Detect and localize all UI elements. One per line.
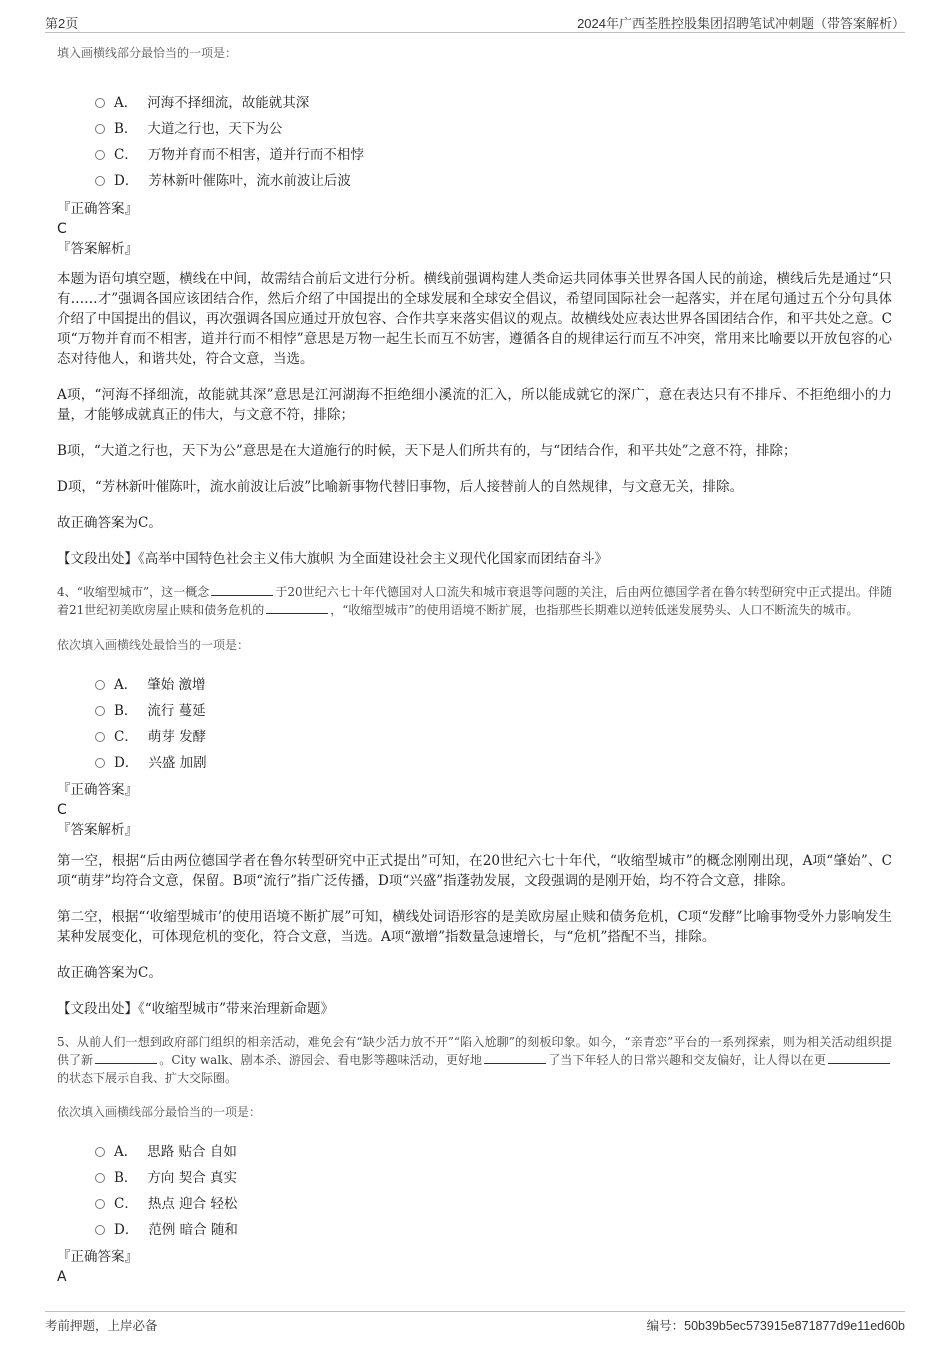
q5-option-c[interactable]: C． 热点 迎合 轻松 [95,1191,892,1217]
q4-option-a[interactable]: A． 肇始 激增 [95,672,892,698]
radio-button-icon[interactable] [95,1147,105,1157]
q4-analysis-p2: 第二空，根据“‘收缩型城市’的使用语境不断扩展”可知，横线处词语形容的是美欧房屋止赎和债务危机，C项“发酵”比喻事物受外力影响发生某种发展变化，可体现危机的变化，符合文意，当选。A项“激增”指数量急速增长，与“危机”搭配不当，排除。 [57,909,892,945]
q3-option-b[interactable]: B． 大道之行也，天下为公 [95,116,892,142]
radio-button-icon[interactable] [95,98,105,108]
q4-analysis-p1: 第一空，根据“后由两位德国学者在鲁尔转型研究中正式提出”可知，在20世纪六七十年代，“收缩型城市”的概念刚刚出现，A项“肇始”、C项“萌芽”均符合文意，保留。B项“流行”指广泛传播，D项“兴盛”指蓬勃发展，文段强调的是刚开始，均不符合文意，排除。 [57,853,892,889]
fill-blank[interactable] [211,584,273,596]
radio-button-icon[interactable] [95,1199,105,1209]
q3-prompt: 填入画横线部分最恰当的一项是： [57,46,238,60]
radio-button-icon[interactable] [95,176,105,186]
q4-analysis-p3: 故正确答案为C。 [57,965,162,981]
fill-blank[interactable] [266,602,328,614]
q3-option-c[interactable]: C． 万物并育而不相害，道并行而不相悖 [95,142,892,168]
radio-button-icon[interactable] [95,1225,105,1235]
radio-button-icon[interactable] [95,124,105,134]
main-content [57,44,892,1287]
q5-answer: A [57,1269,67,1285]
q4-analysis-label: 『答案解析』 [57,822,138,838]
q3-analysis-label: 『答案解析』 [57,241,138,257]
q3-analysis-p5: 故正确答案为C。 [57,515,162,531]
q3-option-d[interactable]: D． 芳林新叶催陈叶，流水前波让后波 [95,168,892,194]
footer-code: 编号：50b39b5ec573915e871877d9e11ed60b [646,1318,905,1333]
radio-button-icon[interactable] [95,1173,105,1183]
document-title: 2024年广西荃胜控股集团招聘笔试冲刺题（带答案解析） [577,16,905,31]
q3-analysis-p1: 本题为语句填空题，横线在中间，故需结合前后文进行分析。横线前强调构建人类命运共同体事关世界各国人民的前途，横线后先是通过“只有……才”强调各国应该团结合作，然后介绍了中国提出的全球发展和全球安全倡议，希望同国际社会一起落实，并在尾句通过五个分句具体介绍了中国提出的倡议，再次强调各国应通过开放包容、合作共享来落实倡议的观点。故横线处应表达世界各国团结合作，和平共处之意。C项“万物并育而不相害，道并行而不相悖”意思是万物一起生长而互不妨害，遵循各自的规律运行而互不冲突，常用来比喻要以开放包容的心态对待他人，和谐共处，符合文意，当选。 [57,271,892,367]
q3-source: 【文段出处】《高举中国特色社会主义伟大旗帜 为全面建设社会主义现代化国家而团结奋斗》 [57,551,609,567]
radio-button-icon[interactable] [95,150,105,160]
radio-button-icon[interactable] [95,758,105,768]
q5-option-a[interactable]: A． 思路 贴合 自如 [95,1139,892,1165]
q5-option-d[interactable]: D． 范例 暗合 随和 [95,1217,892,1243]
q4-answer-label: 『正确答案』 [57,782,138,798]
fill-blank[interactable] [484,1052,546,1064]
fill-blank[interactable] [95,1052,157,1064]
footer-slogan: 考前押题，上岸必备 [45,1318,158,1333]
q5-prompt: 依次填入画横线部分最恰当的一项是： [57,1105,262,1119]
q5-question-text: 5、从前人们一想到政府部门组织的相亲活动，难免会有“缺少活力放不开”“陷入尬聊”的刻板印象。如今，“亲青恋”平台的一系列探索，则为相关活动组织提供了新 。City walk、剧本杀、游园会、看电影等趣味活动，更好地 了当下年轻人的日常兴趣和交友偏好，让人得以在更的状态下展示自我、扩大交际圈。 [57,1035,892,1085]
page-header [45,12,905,33]
q4-answer: C [57,802,67,818]
page-number: 第2页 [45,16,79,31]
radio-button-icon[interactable] [95,680,105,690]
q3-option-a[interactable]: A． 河海不择细流，故能就其深 [95,90,892,116]
q4-prompt: 依次填入画横线处最恰当的一项是： [57,638,250,652]
fill-blank[interactable] [828,1052,890,1064]
q3-answer-label: 『正确答案』 [57,201,138,217]
q5-options [57,1139,892,1243]
q4-source: 【文段出处】《“收缩型城市”带来治理新命题》 [57,1001,335,1017]
radio-button-icon[interactable] [95,732,105,742]
q4-options [57,672,892,776]
q5-answer-label: 『正确答案』 [57,1249,138,1265]
q3-analysis-p2: A项，“河海不择细流，故能就其深”意思是江河湖海不拒绝细小溪流的汇入，所以能成就它的深广，意在表达只有不排斥、不拒绝细小的力量，才能够成就真正的伟大，与文意不符，排除； [57,387,892,423]
q4-question-text: 4、“收缩型城市”，这一概念 于20世纪六七十年代德国对人口流失和城市衰退等问题的关注，后由两位德国学者在鲁尔转型研究中正式提出。伴随着21世纪初美欧房屋止赎和债务危机的 ，“收缩型城市”的使用语境不断扩展，也指那些长期难以逆转低迷发展势头、人口不断流失的城市。 [57,585,892,617]
q3-analysis-p4: D项，“芳林新叶催陈叶，流水前波让后波”比喻新事物代替旧事物，后人接替前人的自然规律，与文意无关，排除。 [57,479,744,495]
q3-analysis-p3: B项，“大道之行也，天下为公”意思是在大道施行的时候，天下是人们所共有的，与“团结合作，和平共处”之意不符，排除； [57,443,797,459]
radio-button-icon[interactable] [95,706,105,716]
page-footer [45,1311,905,1336]
q4-option-c[interactable]: C． 萌芽 发酵 [95,724,892,750]
q3-options [57,90,892,194]
q4-option-d[interactable]: D． 兴盛 加剧 [95,750,892,776]
q3-answer: C [57,221,67,237]
q4-option-b[interactable]: B． 流行 蔓延 [95,698,892,724]
q5-option-b[interactable]: B． 方向 契合 真实 [95,1165,892,1191]
